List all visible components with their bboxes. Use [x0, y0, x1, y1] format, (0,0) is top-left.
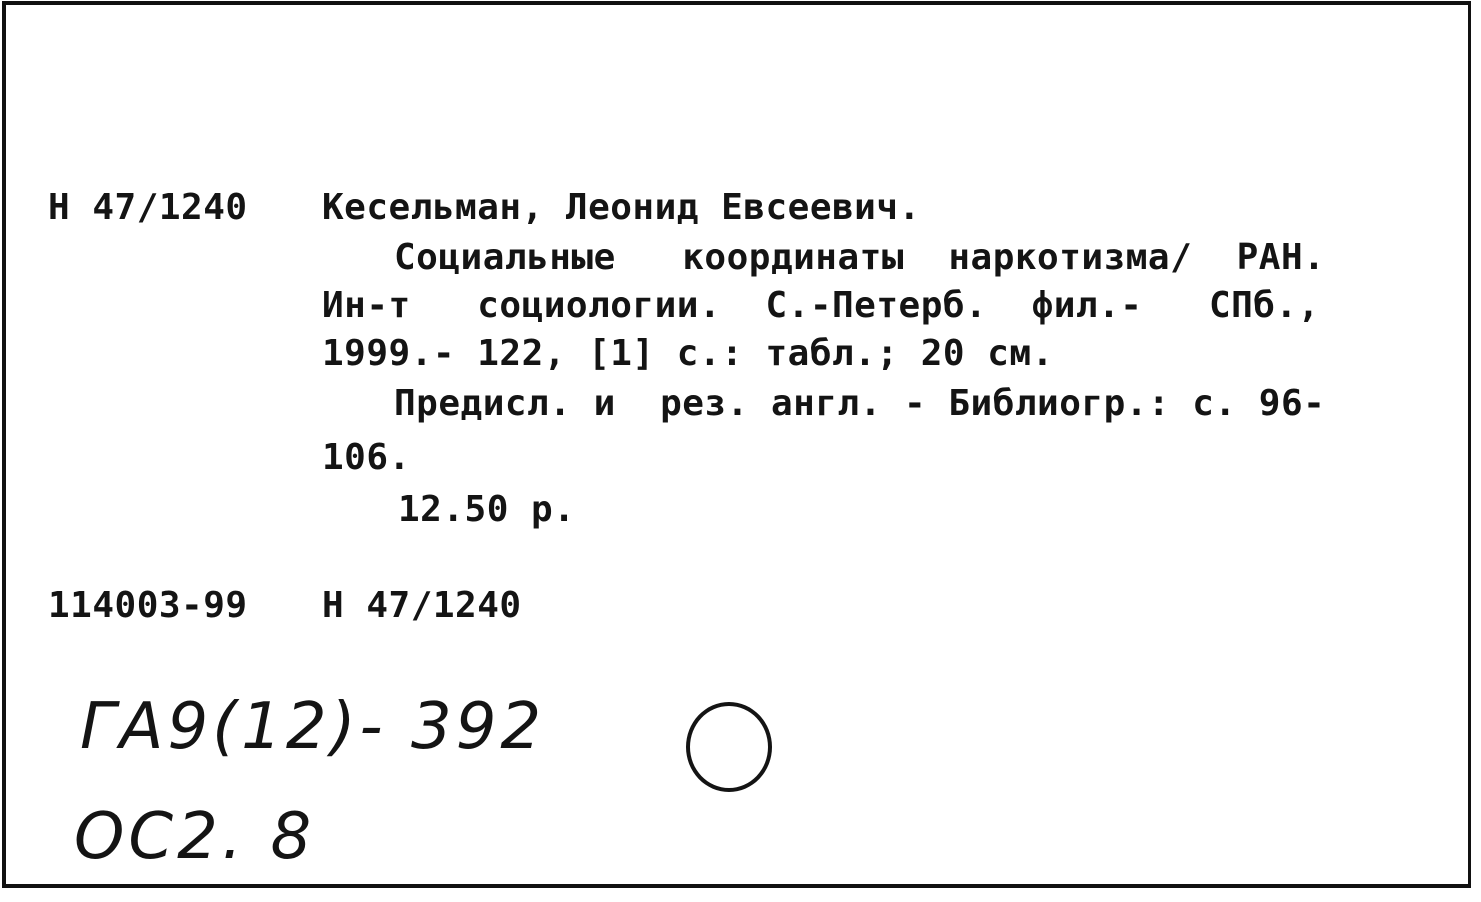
- title-line-3: 1999.- 122, [1] с.: табл.; 20 см.: [322, 333, 1054, 374]
- accession-shelfmark: Н 47/1240: [322, 585, 522, 626]
- author-heading: Кесельман, Леонид Евсеевич.: [322, 187, 921, 228]
- handwritten-classification: ГА9(12)- 392: [80, 690, 546, 764]
- notes-line-2: 106.: [322, 437, 411, 478]
- price: 12.50 р.: [398, 489, 576, 530]
- accession-number: 114003-99: [48, 585, 248, 626]
- notes-line-1: Предисл. и рез. англ. - Библиогр.: с. 96-: [394, 383, 1326, 424]
- title-line-2: Ин-т социологии. С.-Петерб. фил.- СПб.,: [322, 285, 1320, 326]
- title-line-1: Социальные координаты наркотизма/ РАН.: [394, 237, 1326, 278]
- handwritten-code: ОС2. 8: [74, 800, 316, 874]
- shelfmark: Н 47/1240: [48, 187, 248, 228]
- circle-mark-icon: [686, 702, 772, 792]
